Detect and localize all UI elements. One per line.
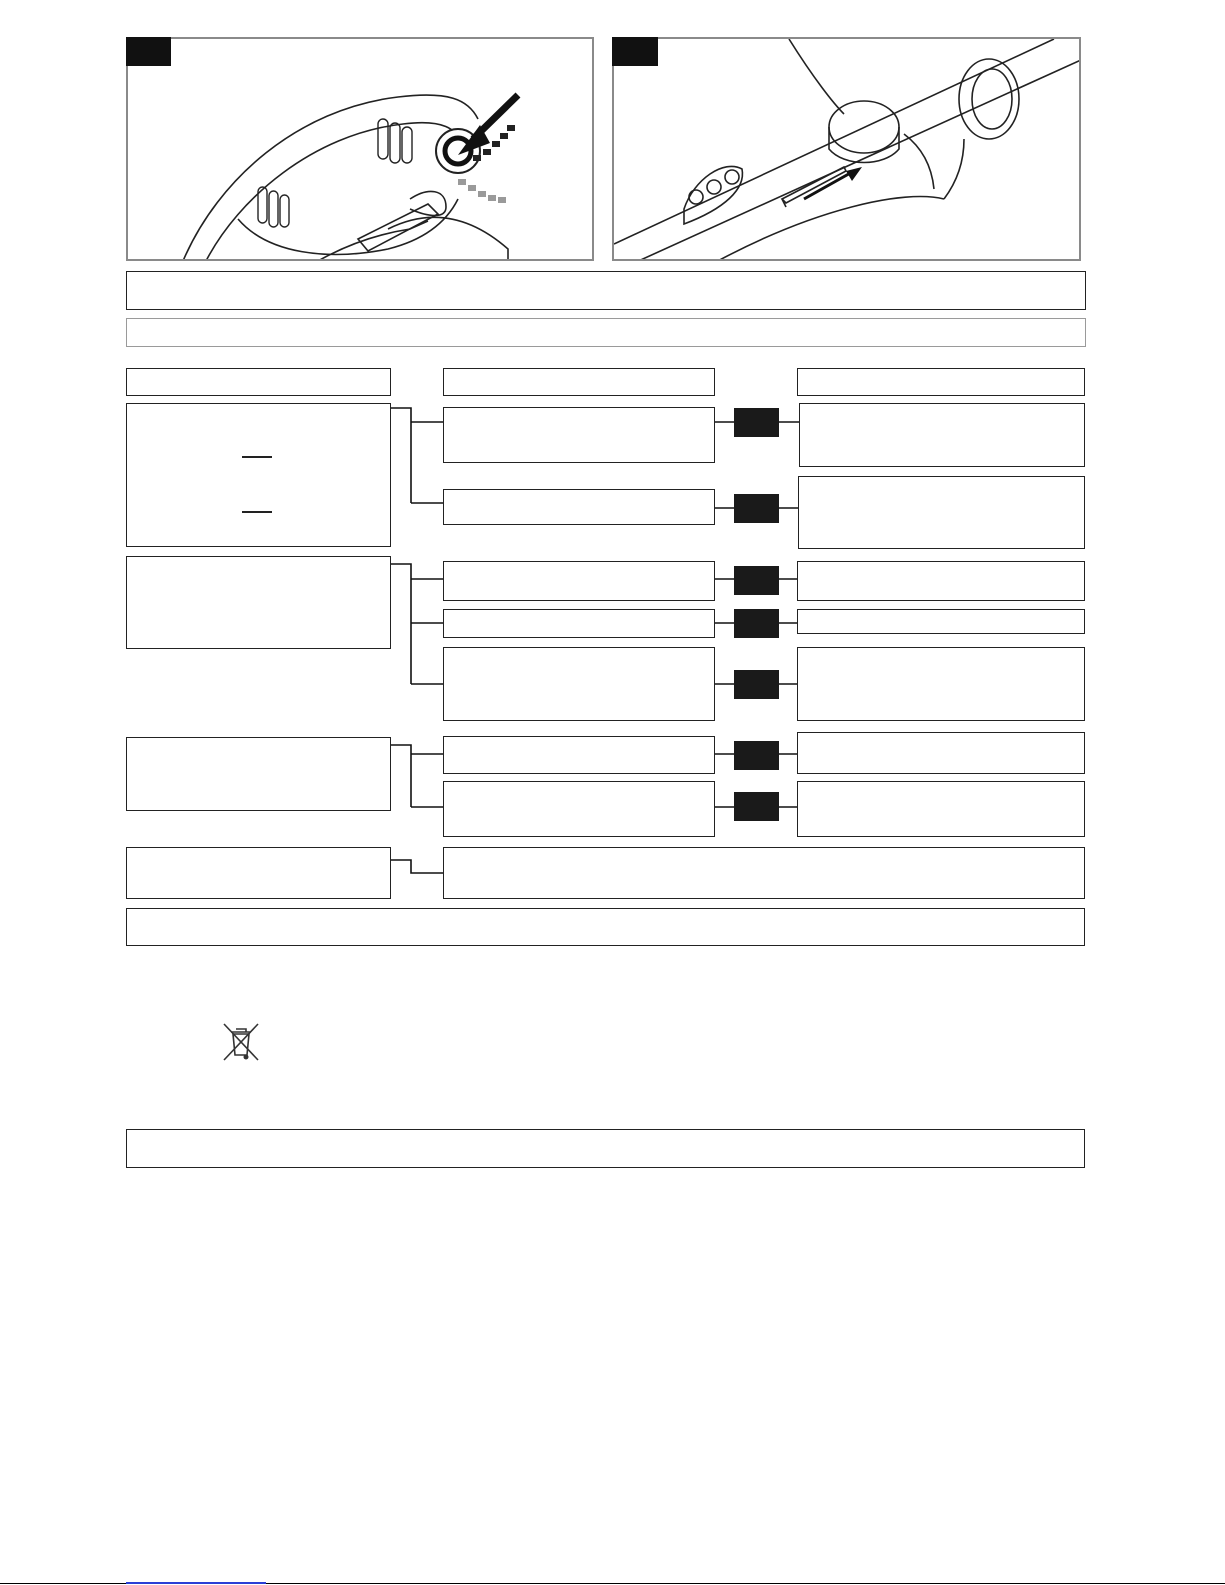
crossed-out-wheelie-bin-icon [222, 1022, 260, 1062]
note-box [126, 908, 1085, 946]
footer-link-underline[interactable] [126, 1582, 266, 1584]
bottom-info-box [126, 1129, 1085, 1168]
